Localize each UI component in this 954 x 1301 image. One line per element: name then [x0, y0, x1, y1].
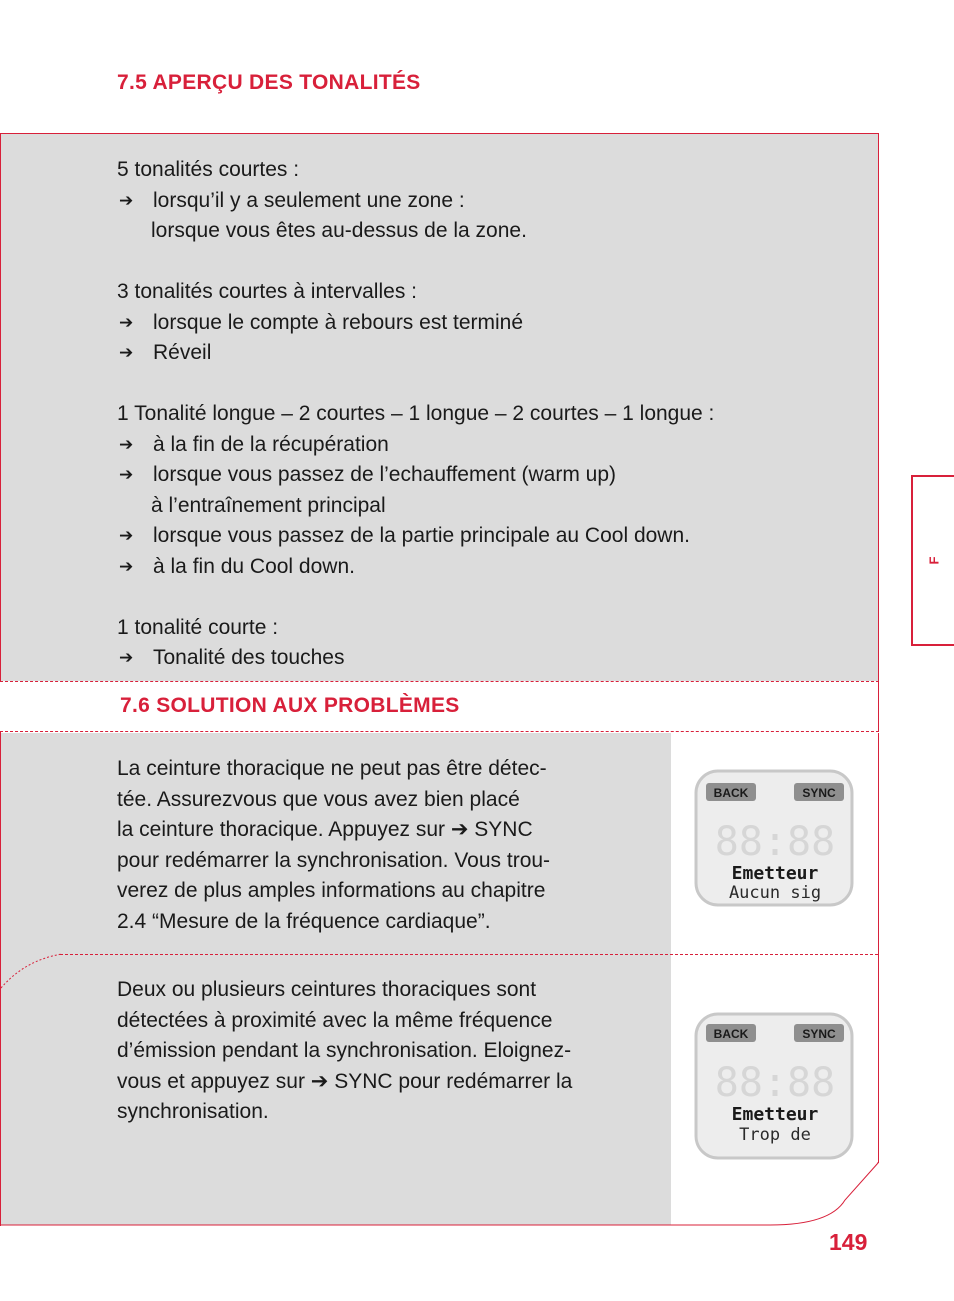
- segment-digits: 88:88: [714, 819, 836, 865]
- segment-digits: 88:88: [714, 1060, 836, 1106]
- watch-display-2: [690, 1008, 860, 1173]
- watch-line-2: Trop de: [739, 1125, 811, 1145]
- arrow-icon: ➔: [119, 343, 134, 362]
- sync-label: SYNC: [802, 1027, 836, 1041]
- tone-bullet-text: lorsque vous passez de la partie principale au Cool down.: [153, 524, 690, 547]
- spacer: [117, 582, 857, 613]
- tone-bullet-text: Tonalité des touches: [153, 646, 345, 669]
- tone-bullet-text: lorsque le compte à rebours est terminé: [153, 310, 524, 334]
- problem-text-line: synchronisation.: [117, 1100, 269, 1123]
- tone-category-heading: 1 tonalité courte :: [117, 615, 279, 639]
- problem-text-line: verez de plus amples informations au chapitre: [117, 879, 546, 902]
- tone-bullet: [117, 552, 857, 583]
- band-right-border: [878, 681, 879, 732]
- watch-line-1: Emetteur: [731, 863, 819, 884]
- problem-text-line: la ceinture thoracique. Appuyez sur ➔ SYNC: [117, 818, 533, 841]
- spacer: [117, 369, 857, 400]
- tone-bullet-text: à la fin du Cool down.: [153, 554, 355, 578]
- dashed-curve: [1, 954, 62, 988]
- watch-line-1: Emetteur: [731, 1104, 819, 1125]
- section-title-7-6: 7.6 SOLUTION AUX PROBLÈMES: [120, 694, 460, 717]
- tone-bullet-text: Réveil: [153, 341, 212, 364]
- tone-bullet: [117, 308, 857, 339]
- tone-bullet: [117, 521, 857, 552]
- back-label: BACK: [713, 786, 749, 800]
- tone-bullet: [117, 338, 857, 369]
- tone-continuation: à l’entraînement principal: [151, 493, 386, 517]
- arrow-icon: ➔: [119, 312, 134, 332]
- problem-text-line: d’émission pendant la synchronisation. Eloignez-: [117, 1039, 572, 1062]
- language-tab: [911, 475, 954, 646]
- arrow-icon: ➔: [119, 648, 134, 667]
- arrow-icon: ➔: [119, 465, 134, 484]
- problem-text-line: pour redémarrer la synchronisation. Vous trou-: [117, 848, 551, 872]
- problem-2-text: [117, 975, 657, 1128]
- arrow-icon: ➔: [119, 190, 134, 210]
- tone-category-heading: 5 tonalités courtes :: [117, 158, 300, 181]
- watch-display-1: [690, 765, 860, 920]
- tone-bullet-text: lorsqu’il y a seulement une zone :: [153, 188, 465, 212]
- problem-1-text: [117, 754, 657, 937]
- language-tab-label: F: [925, 556, 941, 565]
- tone-bullet: [117, 430, 857, 461]
- page-number: 149: [829, 1229, 868, 1255]
- arrow-icon: ➔: [119, 526, 134, 545]
- problem-text-line: vous et appuyez sur ➔ SYNC pour redémarrer la: [117, 1069, 573, 1093]
- tone-bullet: [117, 460, 857, 491]
- watch-line-2: Aucun sig: [728, 883, 822, 903]
- tone-continuation: lorsque vous êtes au-dessus de la zone.: [151, 219, 527, 242]
- tone-category-heading: 1 Tonalité longue – 2 courtes – 1 longue – 2 courtes – 1 longue :: [117, 402, 715, 425]
- tone-category-heading: 3 tonalités courtes à intervalles :: [117, 280, 417, 303]
- tone-bullet-text: lorsque vous passez de l’echauffement (warm up): [153, 463, 617, 486]
- tone-bullet: [117, 643, 857, 674]
- problem-text-line: détectées à proximité avec la même fréquence: [117, 1008, 553, 1032]
- arrow-icon: ➔: [119, 434, 134, 454]
- spacer: [117, 247, 857, 278]
- tone-bullet: [117, 186, 857, 217]
- tone-bullet-text: à la fin de la récupération: [153, 432, 389, 456]
- sync-label: SYNC: [802, 786, 836, 800]
- problem-text-line: 2.4 “Mesure de la fréquence cardiaque”.: [117, 909, 491, 933]
- arrow-icon: ➔: [119, 556, 134, 576]
- problem-text-line: La ceinture thoracique ne peut pas être détec-: [117, 757, 547, 780]
- tones-list: [117, 155, 857, 674]
- problem-text-line: tée. Assurezvous que vous avez bien placé: [117, 787, 520, 811]
- section-title-7-5: 7.5 APERÇU DES TONALITÉS: [117, 71, 421, 94]
- back-label: BACK: [713, 1027, 749, 1041]
- problem-text-line: Deux ou plusieurs ceintures thoraciques sont: [117, 978, 537, 1001]
